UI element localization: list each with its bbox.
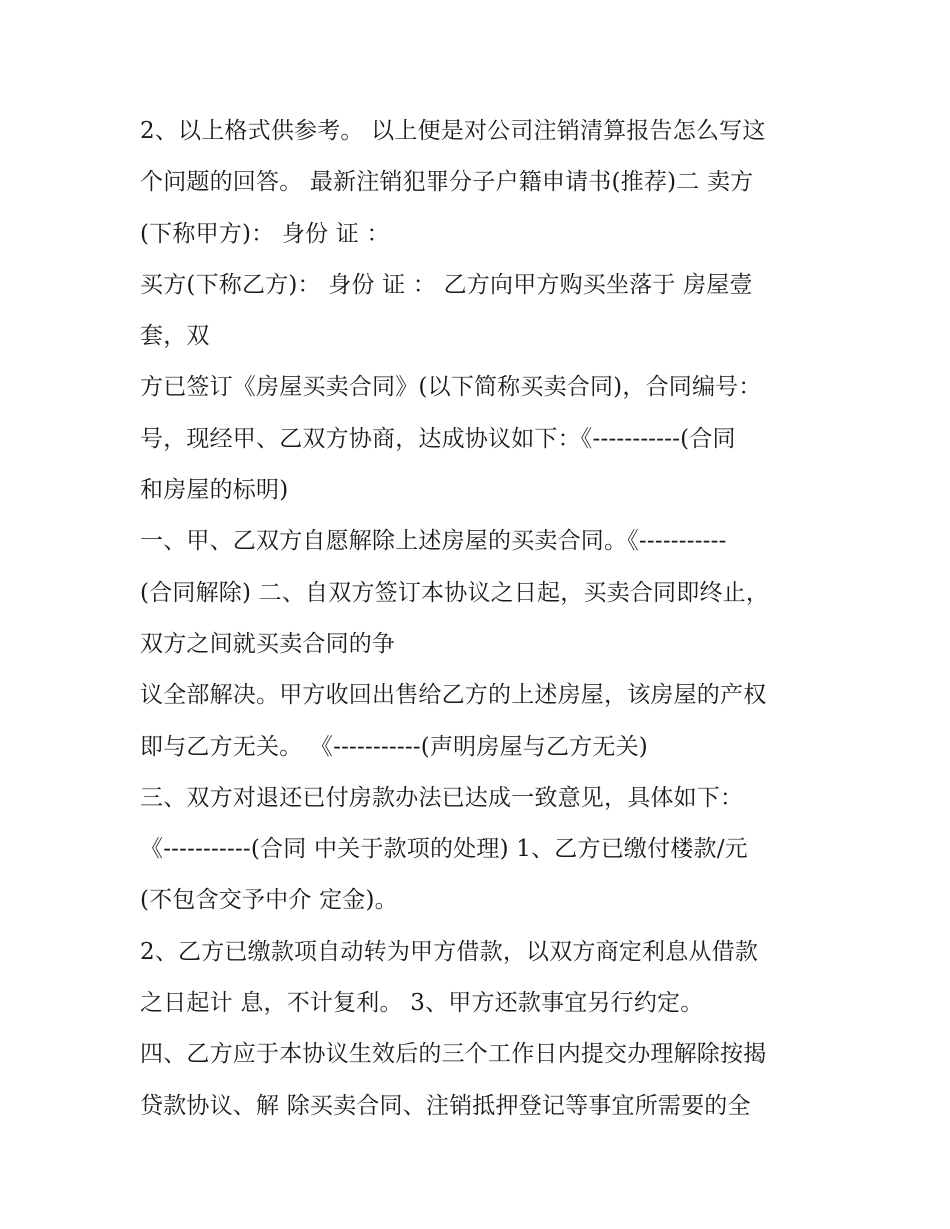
text-line: 议全部解决。甲方收回出售给乙方的上述房屋，该房屋的产权 — [140, 682, 767, 709]
text-line: 贷款协议、解 除买卖合同、注销抵押登记等事宜所需要的全 — [140, 1092, 751, 1119]
text-line: (不包含交予中介 定金)。 — [140, 887, 398, 914]
text-line: 双方之间就买卖合同的争 — [140, 630, 396, 657]
text-line: 2、以上格式供参考。 以上便是对公司注销清算报告怎么写这 — [140, 118, 766, 144]
text-line: 套，双 — [140, 323, 210, 350]
text-line: 个问题的回答。 最新注销犯罪分子户籍申请书(推荐)二 卖方 — [140, 169, 754, 196]
text-line: 和房屋的标明) — [140, 477, 289, 504]
text-line: (合同解除) 二、自双方签订本协议之日起，买卖合同即终止， — [140, 579, 770, 606]
text-line: 之日起计 息，不计复利。 3、甲方还款事宜另行约定。 — [140, 990, 704, 1017]
text-line: 买方(下称乙方)： 身份 证 ： 乙方向甲方购买坐落于 房屋壹 — [140, 271, 753, 298]
text-line: (下称甲方)： 身份 证 ： — [140, 220, 390, 247]
text-line: 《-----------(合同 中关于款项的处理) 1、乙方已缴付楼款/元 — [140, 836, 748, 863]
text-line: 号，现经甲、乙双方协商，达成协议如下：《-----------(合同 — [140, 425, 736, 452]
text-line: 2、乙方已缴款项自动转为甲方借款，以双方商定利息从借款 — [140, 938, 759, 965]
text-line: 一、甲、乙双方自愿解除上述房屋的买卖合同。《----------- — [140, 528, 727, 555]
document-body — [140, 106, 820, 1132]
text-line: 三、双方对退还已付房款办法已达成一致意见，具体如下： — [140, 784, 744, 811]
text-line: 方已签订《房屋买卖合同》(以下简称买卖合同)，合同编号： — [140, 374, 762, 401]
text-line: 四、乙方应于本协议生效后的三个工作日内提交办理解除按揭 — [140, 1041, 767, 1068]
text-line: 即与乙方无关。 《-----------(声明房屋与乙方无关) — [140, 733, 648, 760]
